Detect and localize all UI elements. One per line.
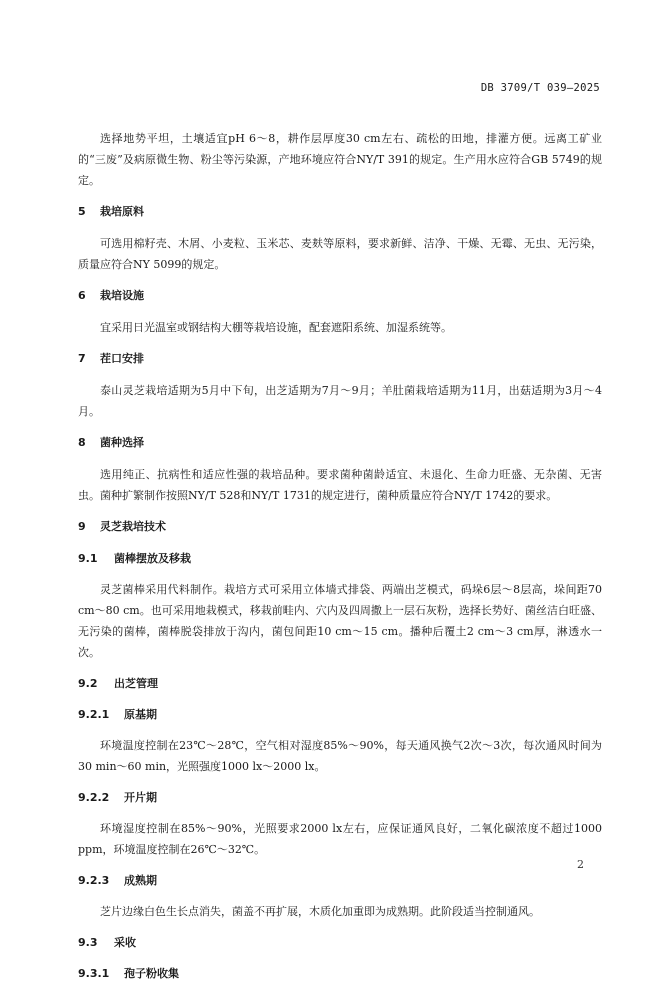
subsection-heading-9-2-1 (78, 704, 602, 725)
page-number: 2 (577, 858, 584, 871)
section-paragraph: 灵芝菌棒采用代料制作。栽培方式可采用立体墙式排袋、两端出芝模式，码垛6层～8层高，垛间距70 cm～80 cm。也可采用地栽模式，移栽前畦内、穴内及四周撒上一层石灰粉，选择长势好、菌丝洁白旺盛、无污染的菌棒，菌棒脱袋排放于沟内，菌包间距10 cm～15 cm。播种后覆土2 cm～3 cm厚，淋透水一次。 (78, 583, 602, 659)
site-selection-paragraph: 选择地势平坦，土壤适宜pH 6～8，耕作层厚度30 cm左右、疏松的田地，排灌方便。远离工矿业的“三废”及病原微生物、粉尘等污染源，产地环境应符合NY/T 391的规定。生产用水应符合GB 5749的规定。 (78, 132, 602, 187)
section-paragraph: 选用纯正、抗病性和适应性强的栽培品种。要求菌种菌龄适宜、未退化、生命力旺盛、无杂菌、无害虫。菌种扩繁制作按照NY/T 528和NY/T 1731的规定进行，菌种质量应符合NY/T 1742的要求。 (78, 468, 602, 502)
section-paragraph: 可选用棉籽壳、木屑、小麦粒、玉米芯、麦麸等原料，要求新鲜、洁净、干燥、无霉、无虫、无污染，质量应符合NY 5099的规定。 (78, 237, 602, 271)
subsection-heading-9-1 (78, 548, 602, 569)
section-number: 9.2.3 (78, 874, 110, 887)
section-title: 开片期 (124, 791, 157, 804)
section-number: 7 (78, 352, 86, 365)
subsection-heading-9-2-2 (78, 787, 602, 808)
section-number: 5 (78, 205, 86, 218)
section-title: 菌种选择 (100, 436, 144, 449)
section-title: 灵芝栽培技术 (100, 520, 166, 533)
section-paragraph: 环境湿度控制在85%～90%，光照要求2000 lx左右，应保证通风良好，二氧化碳浓度不超过1000 ppm，环境温度控制在26℃～32℃。 (78, 822, 602, 856)
subsection-heading-9-3-1 (78, 963, 602, 984)
section-number: 9.2.2 (78, 791, 110, 804)
section-paragraph: 芝片边缘白色生长点消失，菌盖不再扩展，木质化加重即为成熟期。此阶段适当控制通风。 (100, 905, 540, 918)
section-number: 9.1 (78, 552, 98, 565)
section-number: 9.2 (78, 677, 98, 690)
section-title: 菌棒摆放及移栽 (114, 552, 191, 565)
section-number: 6 (78, 289, 86, 302)
section-title: 栽培原料 (100, 205, 144, 218)
section-title: 成熟期 (124, 874, 157, 887)
section-heading-8 (78, 432, 602, 453)
section-title: 采收 (114, 936, 136, 949)
section-title: 孢子粉收集 (124, 967, 179, 980)
section-paragraph: 泰山灵芝栽培适期为5月中下旬，出芝适期为7月～9月；羊肚菌栽培适期为11月，出菇适期为3月～4月。 (78, 384, 602, 418)
document-code-header: DB 3709/T 039—2025 (480, 82, 600, 94)
section-heading-9 (78, 516, 602, 537)
section-title: 出芝管理 (114, 677, 158, 690)
section-paragraph: 环境温度控制在23℃～28℃，空气相对湿度85%～90%，每天通风换气2次～3次，每次通风时间为30 min～60 min，光照强度1000 lx～2000 lx。 (78, 739, 602, 773)
section-title: 茬口安排 (100, 352, 144, 365)
subsection-heading-9-2 (78, 673, 602, 694)
section-heading-7 (78, 348, 602, 369)
section-paragraph: 宜采用日光温室或钢结构大棚等栽培设施，配套遮阳系统、加湿系统等。 (100, 321, 452, 334)
section-heading-6 (78, 285, 602, 306)
section-number: 8 (78, 436, 86, 449)
document-body (78, 128, 602, 994)
section-number: 9.3 (78, 936, 98, 949)
section-number: 9.3.1 (78, 967, 110, 980)
subsection-heading-9-3 (78, 932, 602, 953)
section-title: 原基期 (124, 708, 157, 721)
section-title: 栽培设施 (100, 289, 144, 302)
section-heading-5 (78, 201, 602, 222)
section-number: 9.2.1 (78, 708, 110, 721)
subsection-heading-9-2-3 (78, 870, 602, 891)
section-number: 9 (78, 520, 86, 533)
